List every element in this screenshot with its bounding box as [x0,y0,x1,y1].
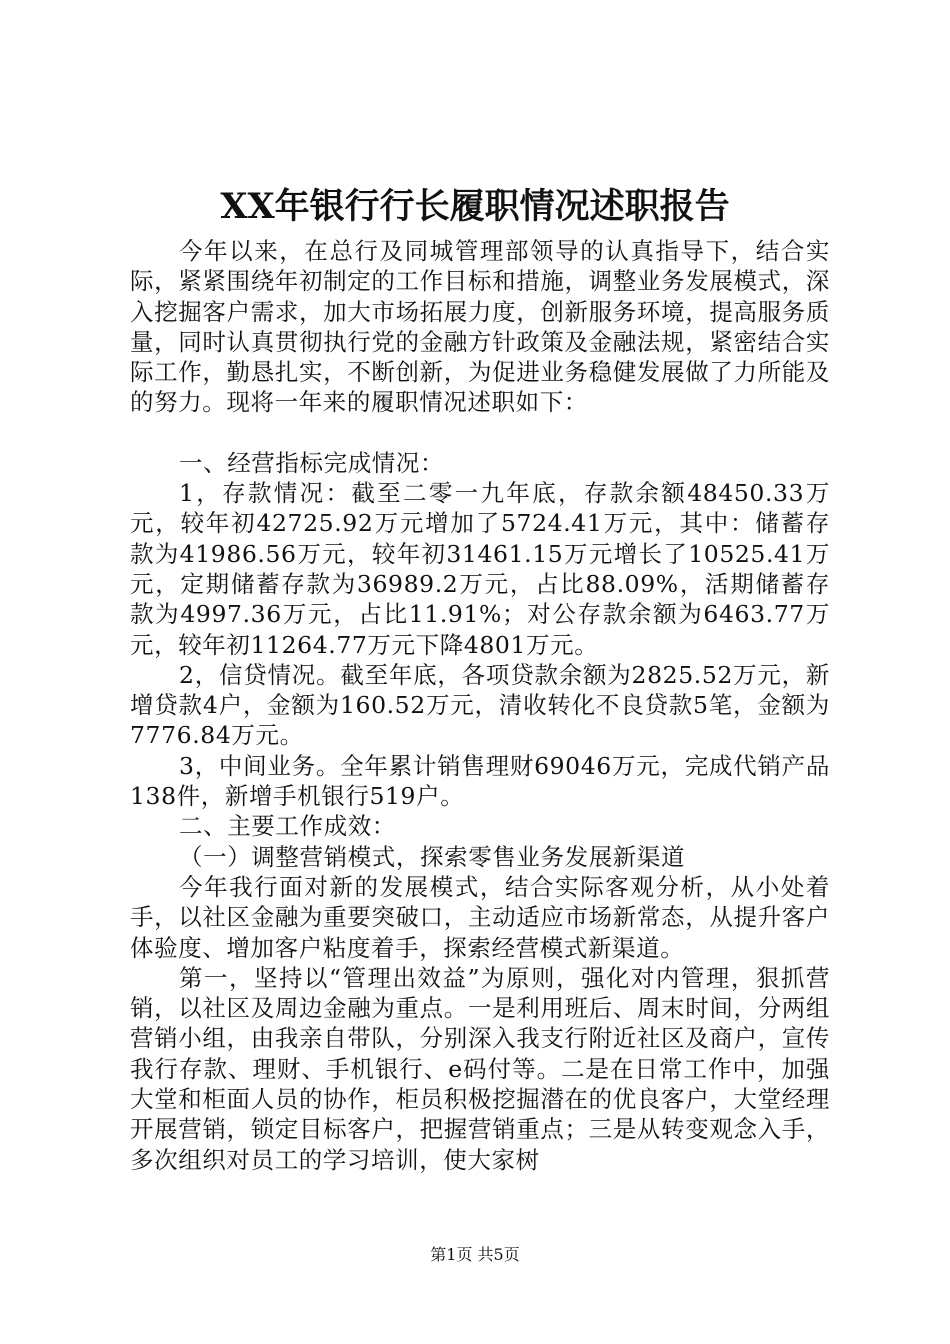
subsection-heading-1: （一）调整营销模式，探索零售业务发展新渠道 [179,842,686,871]
section-heading-1: 一、经营指标完成情况： [179,448,445,477]
page-number: 第1页 共5页 [430,1245,520,1264]
intermediary-paragraph: 3，中间业务。全年累计销售理财69046万元，完成代销产品138件，新增手机银行519户。 [130,751,830,811]
first-point-paragraph: 第一，坚持以“管理出效益”为原则，强化对内管理，狠抓营销，以社区及周边金融为重点。一是利用班后、周末时间，分两组营销小组，由我亲自带队，分别深入我支行附近社区及商户，宣传我行存款、理财、手机银行、e码付等。二是在日常工作中，加强大堂和柜面人员的协作，柜员积极挖掘潜在的优良客户，大堂经理开展营销，锁定目标客户，把握营销重点；三是从转变观念入手，多次组织对员工的学习培训，使大家树 [130,963,830,1174]
document-body [130,236,830,1175]
deposit-paragraph: 1，存款情况：截至二零一九年底，存款余额48450.33万元，较年初42725.92万元增加了5724.41万元，其中：储蓄存款为41986.56万元，较年初31461.15万元增长了10525.41万元，定期储蓄存款为36989.2万元，占比88.09%，活期储蓄存款为4997.36万元，占比11.91%；对公存款余额为6463.77万元，较年初11264.77万元下降4801万元。 [130,479,830,659]
paragraph-spacer [130,418,830,448]
section-heading-2: 二、主要工作成效： [179,812,396,841]
intro-paragraph: 今年以来，在总行及同城管理部领导的认真指导下，结合实际，紧紧围绕年初制定的工作目标和措施，调整业务发展模式，深入挖掘客户需求，加大市场拓展力度，创新服务环境，提高服务质量，同时认真贯彻执行党的金融方针政策及金融法规，紧密结合实际工作，勤恳扎实，不断创新，为促进业务稳健发展做了力所能及的努力。现将一年来的履职情况述职如下： [130,237,830,417]
credit-paragraph: 2，信贷情况。截至年底，各项贷款余额为2825.52万元，新增贷款4户，金额为160.52万元，清收转化不良贷款5笔，金额为7776.84万元。 [130,660,830,750]
marketing-paragraph: 今年我行面对新的发展模式，结合实际客观分析，从小处着手，以社区金融为重要突破口，主动适应市场新常态，从提升客户体验度、增加客户粘度着手，探索经营模式新渠道。 [130,872,830,962]
document-title: XX年银行行长履职情况述职报告 [220,186,730,227]
